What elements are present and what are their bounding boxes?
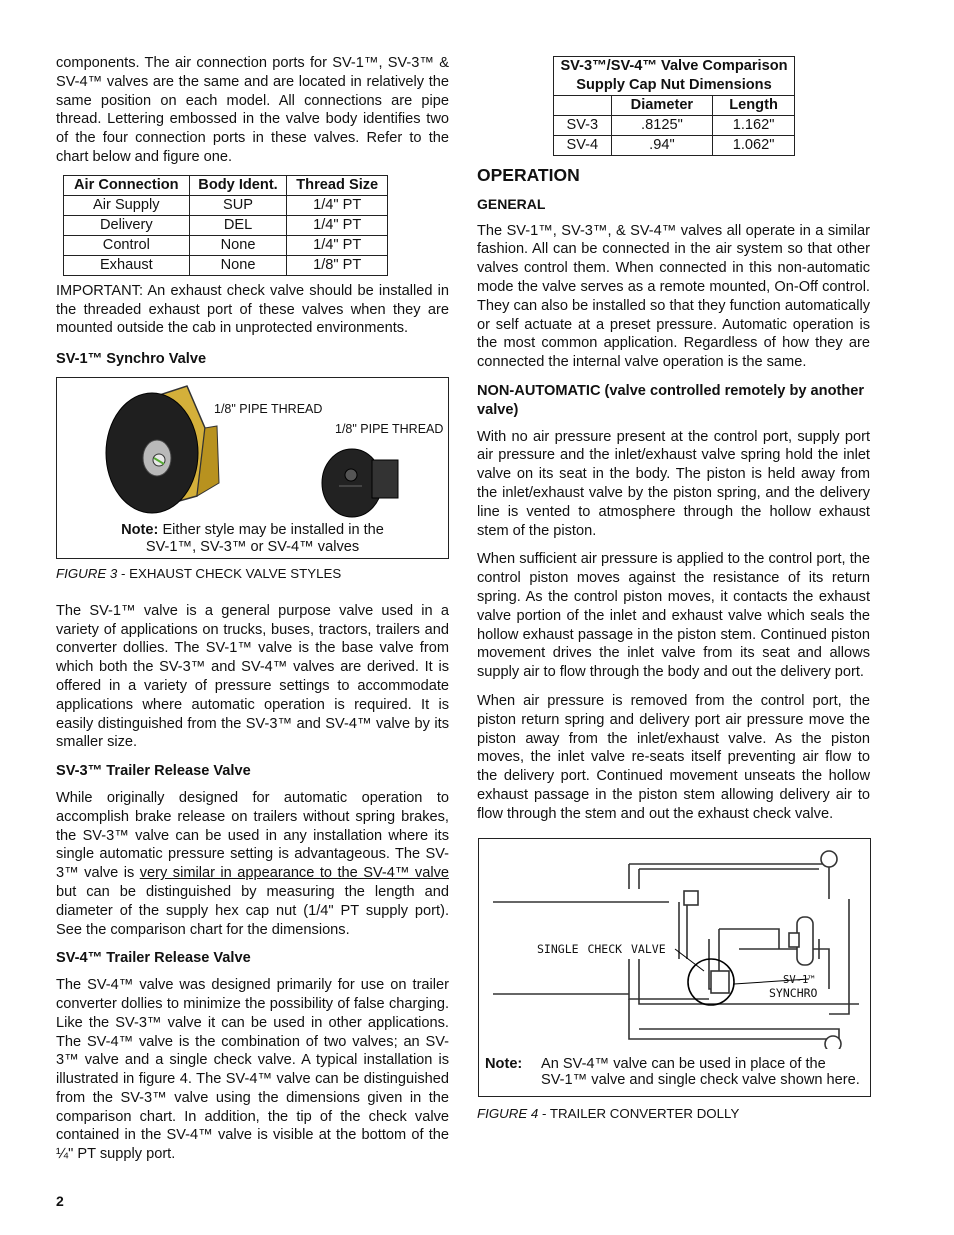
note-text: Either style may be installed in the <box>162 521 384 538</box>
pipe-thread-label-1: 1/8" PIPE THREAD <box>214 401 323 416</box>
figure-3-note-line1 <box>57 522 448 539</box>
table-row <box>64 215 388 235</box>
figure-3-note-line2: SV-1™, SV-3™ or SV-4™ valves <box>145 538 360 555</box>
figure-3-number: FIGURE 3 <box>56 565 118 581</box>
comparison-col-header <box>554 96 612 116</box>
table-cell: SV-3 <box>554 116 612 136</box>
sv3-text-a: While originally designed for automatic operation to accomplish brake release on trailers without spring brakes, the SV-3™ valve can be used in any installation where its single automatic pressure setting is advantageous. The SV-3™ valve is <box>56 789 449 882</box>
important-paragraph: IMPORTANT: An exhaust check valve should be installed in the threaded exhaust port of these valves when they are mounted outside the cab in unprotected environments. <box>56 282 449 337</box>
sv4-heading: SV-4™ Trailer Release Valve <box>56 950 251 967</box>
table-cell: Control <box>64 235 190 255</box>
table-cell: 1.162" <box>713 116 795 136</box>
table-cell: .8125" <box>611 116 712 136</box>
left-column <box>56 54 449 1172</box>
ports-col-header: Thread Size <box>287 175 388 195</box>
table-row <box>554 116 795 136</box>
ports-col-header: Body Ident. <box>189 175 287 195</box>
operation-paragraph-3: When air pressure is removed from the control port, the piston return spring and delivery port air pressure move the piston away from the inlet/exhaust valve. As the piston moves, the inlet valve re-seats itself preventing air flow to the delivery port. Continued movement unseats the hollow exhaust passage in the piston stem allowing delivery air to flow through the stem and out the exhaust check valve. <box>477 692 870 822</box>
table-cell: 1/4" PT <box>287 235 388 255</box>
figure-3-title: - EXHAUST CHECK VALVE STYLES <box>117 565 342 581</box>
exhaust-check-valves-illustration <box>57 378 448 518</box>
figure-3 <box>56 377 449 559</box>
table-cell: DEL <box>189 215 287 235</box>
figure-3-note <box>57 522 448 556</box>
table-cell: 1.062" <box>713 136 795 156</box>
comparison-col-header: Diameter <box>611 96 712 116</box>
comparison-title-line2: Supply Cap Nut Dimensions <box>576 77 772 93</box>
non-automatic-heading: NON-AUTOMATIC (valve controlled remotely by another valve) <box>477 382 865 418</box>
single-check-valve-label: SINGLE CHECK VALVE <box>537 941 666 956</box>
table-cell: None <box>189 255 287 275</box>
operation-paragraph-2: When sufficient air pressure is applied to the control port, the control piston moves against the resistance of its return spring. As the control piston moves, it contacts the exhaust valve portion of the inlet and exhaust valve which seals the hollow exhaust passage in the piston stem. Continued piston movement drives the inlet valve from its seat and allows supply air to flow through the body and out the delivery port. <box>477 551 870 681</box>
comparison-table <box>553 56 795 156</box>
figure-4-number: FIGURE 4 <box>477 1105 539 1121</box>
intro-paragraph: components. The air connection ports for SV-1™, SV-3™ & SV-4™ valves are the same and are located in relatively the same position on each model. All connections are pipe thread. Lettering embossed in the valve body identifies two of the four connection ports in these valves. Refer to the chart below and figure one. <box>56 55 449 165</box>
table-cell: 1/4" PT <box>287 195 388 215</box>
note-label: Note: <box>121 521 159 538</box>
figure-4-title: - TRAILER CONVERTER DOLLY <box>538 1105 740 1121</box>
table-row <box>64 235 388 255</box>
operation-heading: OPERATION <box>477 165 580 185</box>
operation-paragraph-1: With no air pressure present at the control port, supply port air pressure and the inlet/exhaust valve spring hold the inlet valve on its seat in the body. The piston is held away from the inlet/exhaust valve by the piston spring, and the delivery line is vented to atmosphere through the hollow exhaust stem of the piston. <box>477 428 870 539</box>
sv1-label: SV-1™ <box>783 973 815 986</box>
table-row <box>64 255 388 275</box>
table-cell: SUP <box>189 195 287 215</box>
synchro-label: SYNCHRO <box>769 985 818 1000</box>
general-heading: GENERAL <box>477 195 546 212</box>
figure-4-note-line1: An SV-4™ valve can be used in place of the <box>541 1055 826 1072</box>
sv3-text-underlined: very similar in appearance to the SV-4™ valve <box>139 865 449 882</box>
comparison-col-header: Length <box>713 96 795 116</box>
comparison-title-line1: SV-3™/SV-4™ Valve Comparison <box>560 58 788 74</box>
table-cell: .94" <box>611 136 712 156</box>
table-cell: Exhaust <box>64 255 190 275</box>
sv4-paragraph: The SV-4™ valve was designed primarily for use on trailer converter dollies to minimize the possibility of false charging. Like the SV-3™ valve it can be used in other applications. The SV-4™ valve is the combination of two valves; an SV-3™ valve and a single check valve. A typical installation is illustrated in figure 4. The SV-4™ valve can be distinguished from the SV-3™ valve using the dimensions given in the comparison chart. In addition, the tip of the check valve contained in the SV-4™ valve is visible at the bottom of the ¼" PT supply port. <box>56 977 449 1163</box>
sv3-paragraph <box>56 789 449 939</box>
general-paragraph: The SV-1™, SV-3™, & SV-4™ valves all operate in a similar fashion. All can be connected in the air system so that other valves control them. When connected in this non-automatic mode the valve serves as a remote mounted, On-Off control. They can also be installed so that they function automatically or self actuate at a preset pressure. Automatic operation is the most common application. Regardless of how they are connected the internal valve operation is the same. <box>477 222 870 371</box>
pipe-thread-label-2: 1/8" PIPE THREAD <box>335 421 444 436</box>
table-cell: Delivery <box>64 215 190 235</box>
table-cell: Air Supply <box>64 195 190 215</box>
figure-4-note-line2: SV-1™ valve and single check valve shown here. <box>541 1071 860 1088</box>
right-column <box>477 52 870 1123</box>
figure-3-caption <box>56 565 449 584</box>
sv1-paragraph: The SV-1™ valve is a general purpose valve used in a variety of applications on trucks, buses, tractors, trailers and converter dollies. The SV-1™ valve is the base valve from which both the SV-3™ and SV-4™ valves are derived. It is offered in a variety of pressure settings to accommodate applications where automatic operation is required. It is easily distinguished from the SV-3™ and SV-4™ valve by its smaller size. <box>56 602 449 751</box>
figure-4-note-label: Note: <box>485 1055 523 1072</box>
sv1-heading: SV-1™ Synchro Valve <box>56 351 207 368</box>
figure-4-caption <box>477 1105 870 1124</box>
ports-table-header <box>64 175 388 195</box>
ports-table <box>63 175 388 276</box>
table-cell: 1/4" PT <box>287 215 388 235</box>
table-cell: None <box>189 235 287 255</box>
page-number: 2 <box>56 1193 64 1209</box>
comparison-title-row <box>554 57 795 96</box>
table-row <box>554 136 795 156</box>
sv3-heading: SV-3™ Trailer Release Valve <box>56 763 251 780</box>
sv3-text-b: but can be distinguished by measuring the length and diameter of the supply hex cap nut (1/4" PT supply port). See the comparison chart for the dimensions. <box>56 883 449 938</box>
table-row <box>64 195 388 215</box>
ports-col-header: Air Connection <box>64 175 190 195</box>
table-cell: SV-4 <box>554 136 612 156</box>
comparison-header-row <box>554 96 795 116</box>
comparison-title <box>554 57 795 96</box>
figure-4 <box>478 838 871 1097</box>
table-cell: 1/8" PT <box>287 255 388 275</box>
